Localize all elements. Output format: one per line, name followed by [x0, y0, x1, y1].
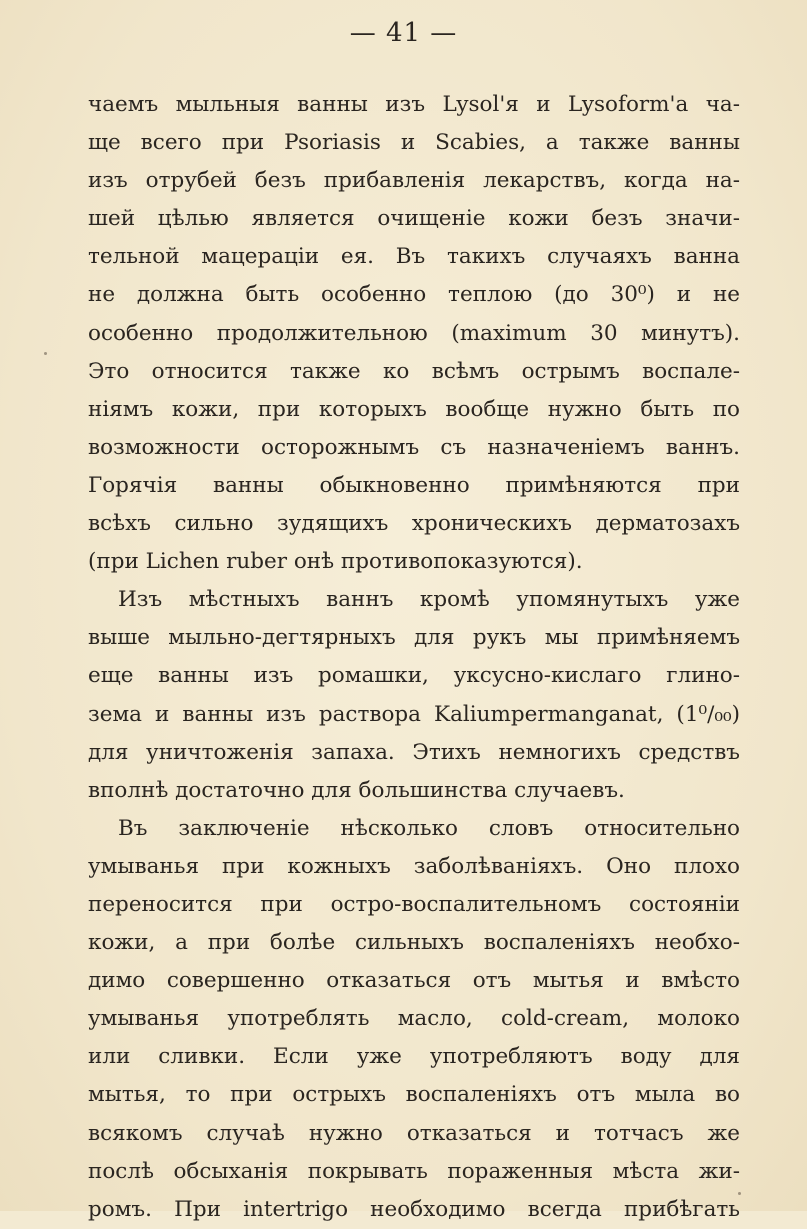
text-line: всѣхъ сильно зудящихъ хроническихъ дерматозахъ: [88, 511, 740, 537]
text-line: ромъ. При intertrigo необходимо всегда прибѣгать: [88, 1196, 740, 1222]
text-line: Въ заключеніе нѣсколько словъ относительно: [118, 815, 740, 841]
text-line: или сливки. Если уже употребляютъ воду для: [88, 1044, 740, 1070]
text-line: выше мыльно-дегтярныхъ для рукъ мы примѣняемъ: [88, 625, 740, 651]
text-line: шей цѣлью является очищеніе кожи безъ значи-: [88, 206, 740, 232]
text-line: ще всего при Psoriasis и Scabies, а также ванны: [88, 130, 740, 156]
text-line: ніямъ кожи, при которыхъ вообще нужно быть по: [88, 396, 740, 422]
paragraph-2: [88, 581, 740, 810]
text-line: умыванья употреблять масло, cold-cream, молоко: [88, 1006, 740, 1032]
text-line: зема и ванны изъ раствора Kaliumpermanganat, (1⁰/₀₀): [88, 701, 740, 727]
text-line: возможности осторожнымъ съ назначеніемъ ваннъ.: [88, 434, 740, 460]
text-line: Изъ мѣстныхъ ваннъ кромѣ упомянутыхъ уже: [118, 587, 740, 613]
text-line: для уничтоженія запаха. Этихъ немногихъ средствъ: [88, 739, 740, 765]
text-line: умыванья при кожныхъ заболѣваніяхъ. Оно плохо: [88, 853, 740, 879]
text-line: не должна быть особенно теплою (до 30⁰) и не: [88, 282, 740, 308]
text-line: тельной мацераціи ея. Въ такихъ случаяхъ ванна: [88, 244, 740, 270]
text-line: еще ванны изъ ромашки, уксусно-кислаго глино-: [88, 663, 740, 689]
page-number: — 41 —: [349, 18, 458, 48]
text-line: кожи, а при болѣе сильныхъ воспаленіяхъ необхо-: [88, 930, 740, 956]
text-line: Это относится также ко всѣмъ острымъ воспале-: [88, 358, 740, 384]
text-line: переносится при остро-воспалительномъ состояніи: [88, 891, 740, 917]
text-line: всякомъ случаѣ нужно отказаться и тотчасъ же: [88, 1120, 740, 1146]
text-line: (при Lichen ruber онѣ противопоказуются).: [88, 549, 583, 575]
text-line: мытья, то при острыхъ воспаленіяхъ отъ мыла во: [88, 1082, 740, 1108]
text-line: изъ отрубей безъ прибавленія лекарствъ, когда на-: [88, 168, 740, 194]
text-line: димо совершенно отказаться отъ мытья и вмѣсто: [88, 968, 740, 994]
text-line: послѣ обсыханія покрывать пораженныя мѣста жи-: [88, 1158, 740, 1184]
text-line: Горячія ванны обыкновенно примѣняются при: [88, 472, 740, 498]
paper-speck: [738, 1192, 741, 1195]
page-text: [88, 86, 740, 1229]
text-line: особенно продолжительною (maximum 30 минутъ).: [88, 320, 740, 346]
paper-speck: [44, 352, 47, 355]
paragraph-3: [88, 810, 740, 1229]
paragraph-1: [88, 86, 740, 581]
text-line: вполнѣ достаточно для большинства случаевъ.: [88, 777, 625, 803]
text-line: чаемъ мыльныя ванны изъ Lysol'я и Lysoform'а ча-: [88, 92, 740, 117]
